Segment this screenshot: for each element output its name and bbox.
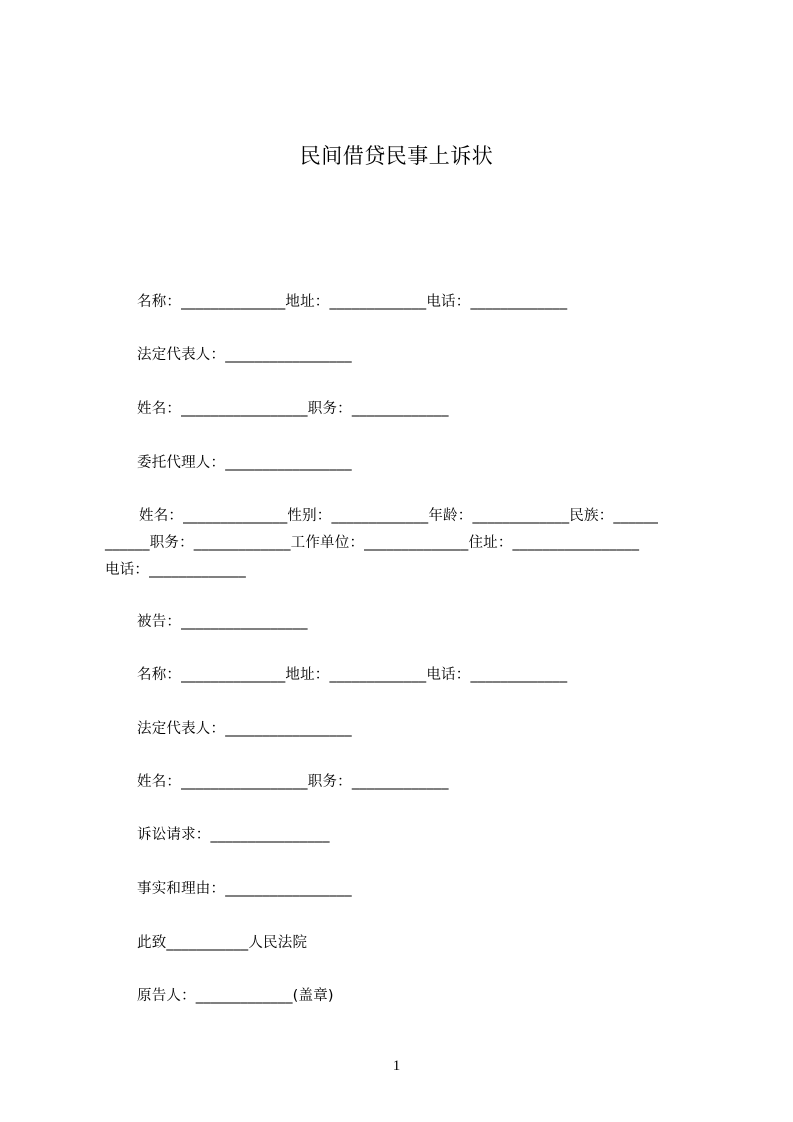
plaintiff-signature-line: 原告人：_____________(盖章) bbox=[137, 988, 334, 1004]
appellant-name-position-line: 姓名：_________________职务：_____________ bbox=[137, 401, 449, 417]
appellant-org-line: 名称：______________地址：_____________电话：_____________ bbox=[137, 294, 568, 310]
appellee-name-position-line: 姓名：_________________职务：_____________ bbox=[137, 774, 449, 790]
document-title: 民间借贷民事上诉状 bbox=[299, 144, 494, 168]
agent-details-line-2: ______职务：_____________工作单位：______________住址：_________________ bbox=[105, 535, 640, 551]
appellee-legal-rep-line: 法定代表人：_________________ bbox=[137, 721, 352, 737]
agent-label-line: 委托代理人：_________________ bbox=[137, 455, 352, 471]
addressee-line: 此致___________人民法院 bbox=[137, 935, 308, 951]
facts-reasons-line: 事实和理由：_________________ bbox=[137, 881, 352, 897]
appellee-label-line: 被告：_________________ bbox=[137, 614, 308, 630]
page-number: 1 bbox=[392, 1058, 401, 1074]
agent-details-line-1: 姓名：______________性别：_____________年龄：_____________民族：______ bbox=[139, 508, 659, 524]
appellee-org-line: 名称：______________地址：_____________电话：_____________ bbox=[137, 667, 568, 683]
agent-details-line-3: 电话：_____________ bbox=[105, 562, 246, 578]
appellant-legal-rep-line: 法定代表人：_________________ bbox=[137, 347, 352, 363]
claims-line: 诉讼请求：________________ bbox=[137, 827, 330, 843]
